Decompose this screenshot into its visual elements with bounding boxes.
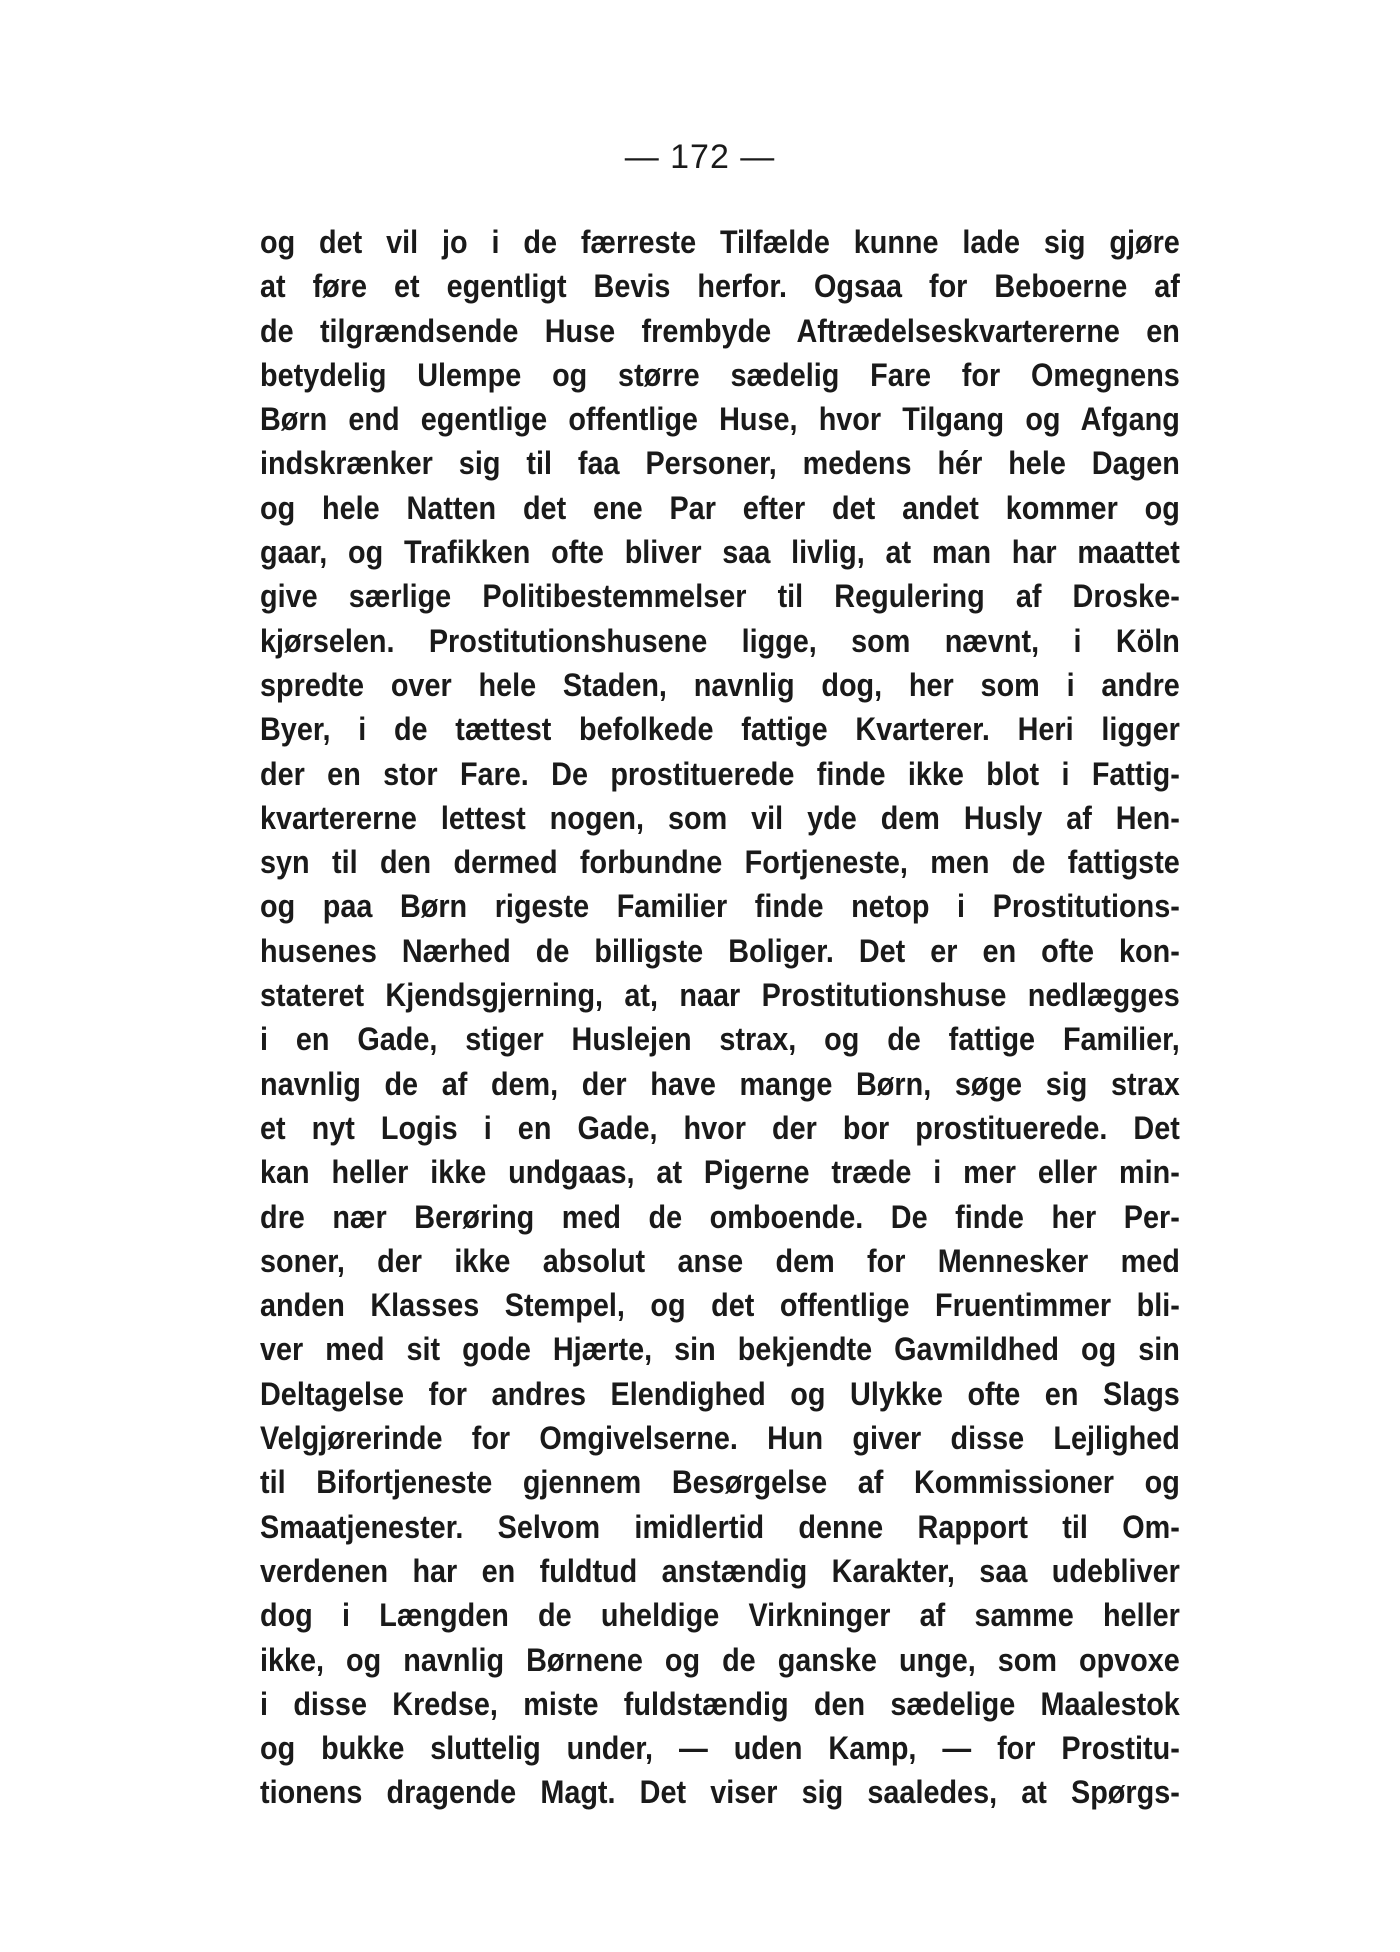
text-line: de tilgrændsende Huse frembyde Aftrædelseskvartererne en [260,312,1180,349]
text-line: dog i Længden de uheldige Virkninger af samme heller [260,1597,1180,1634]
text-line: i en Gade, stiger Huslejen strax, og de fattige Familier, [260,1021,1180,1058]
text-line: give særlige Politibestemmelser til Regulering af Droske- [260,578,1180,615]
text-line: stateret Kjendsgjerning, at, naar Prostitutionshuse nedlægges [260,977,1180,1014]
text-line: kvartererne lettest nogen, som vil yde dem Husly af Hen- [260,799,1180,836]
text-line: kjørselen. Prostitutionshusene ligge, som nævnt, i Köln [260,622,1180,659]
text-line: der en stor Fare. De prostituerede finde ikke blot i Fattig- [260,755,1180,792]
text-line: dre nær Berøring med de omboende. De finde her Per- [260,1198,1180,1235]
text-line: at føre et egentligt Bevis herfor. Ogsaa for Beboerne af [260,268,1180,305]
text-line: indskrænker sig til faa Personer, medens hér hele Dagen [260,445,1180,482]
text-line: anden Klasses Stempel, og det offentlige Fruentimmer bli- [260,1287,1180,1324]
text-line: i disse Kredse, miste fuldstændig den sædelige Maalestok [260,1685,1180,1722]
text-line: navnlig de af dem, der have mange Børn, søge sig strax [260,1065,1180,1102]
body-text [260,220,1180,1815]
text-line: Smaatjenester. Selvom imidlertid denne Rapport til Om- [260,1508,1180,1545]
text-line: ikke, og navnlig Børnene og de ganske unge, som opvoxe [260,1641,1180,1678]
text-line: Byer, i de tættest befolkede fattige Kvarterer. Heri ligger [260,711,1180,748]
text-line: og hele Natten det ene Par efter det andet kommer og [260,489,1180,526]
text-line: verdenen har en fuldtud anstændig Karakter, saa udebliver [260,1552,1180,1589]
text-line: Velgjørerinde for Omgivelserne. Hun giver disse Lejlighed [260,1420,1180,1457]
text-line: og paa Børn rigeste Familier finde netop i Prostitutions- [260,888,1180,925]
page-number: — 172 — [624,138,776,176]
text-line: ver med sit gode Hjærte, sin bekjendte Gavmildhed og sin [260,1331,1180,1368]
text-line: spredte over hele Staden, navnlig dog, her som i andre [260,666,1180,703]
text-line: tionens dragende Magt. Det viser sig saaledes, at Spørgs- [260,1774,1180,1811]
text-line: syn til den dermed forbundne Fortjeneste, men de fattigste [260,844,1180,881]
text-line: Børn end egentlige offentlige Huse, hvor Tilgang og Afgang [260,401,1180,438]
text-line: gaar, og Trafikken ofte bliver saa livlig, at man har maattet [260,534,1180,571]
text-line: husenes Nærhed de billigste Boliger. Det er en ofte kon- [260,932,1180,969]
text-line: betydelig Ulempe og større sædelig Fare for Omegnens [260,356,1180,393]
text-line: og bukke sluttelig under, — uden Kamp, — for Prostitu- [260,1730,1180,1767]
text-line: soner, der ikke absolut anse dem for Mennesker med [260,1242,1180,1279]
text-line: Deltagelse for andres Elendighed og Ulykke ofte en Slags [260,1375,1180,1412]
text-line: et nyt Logis i en Gade, hvor der bor prostituerede. Det [260,1109,1180,1146]
text-line: og det vil jo i de færreste Tilfælde kunne lade sig gjøre [260,224,1180,260]
text-line: til Bifortjeneste gjennem Besørgelse af Kommissioner og [260,1464,1180,1501]
text-line: kan heller ikke undgaas, at Pigerne træde i mer eller min- [260,1154,1180,1191]
